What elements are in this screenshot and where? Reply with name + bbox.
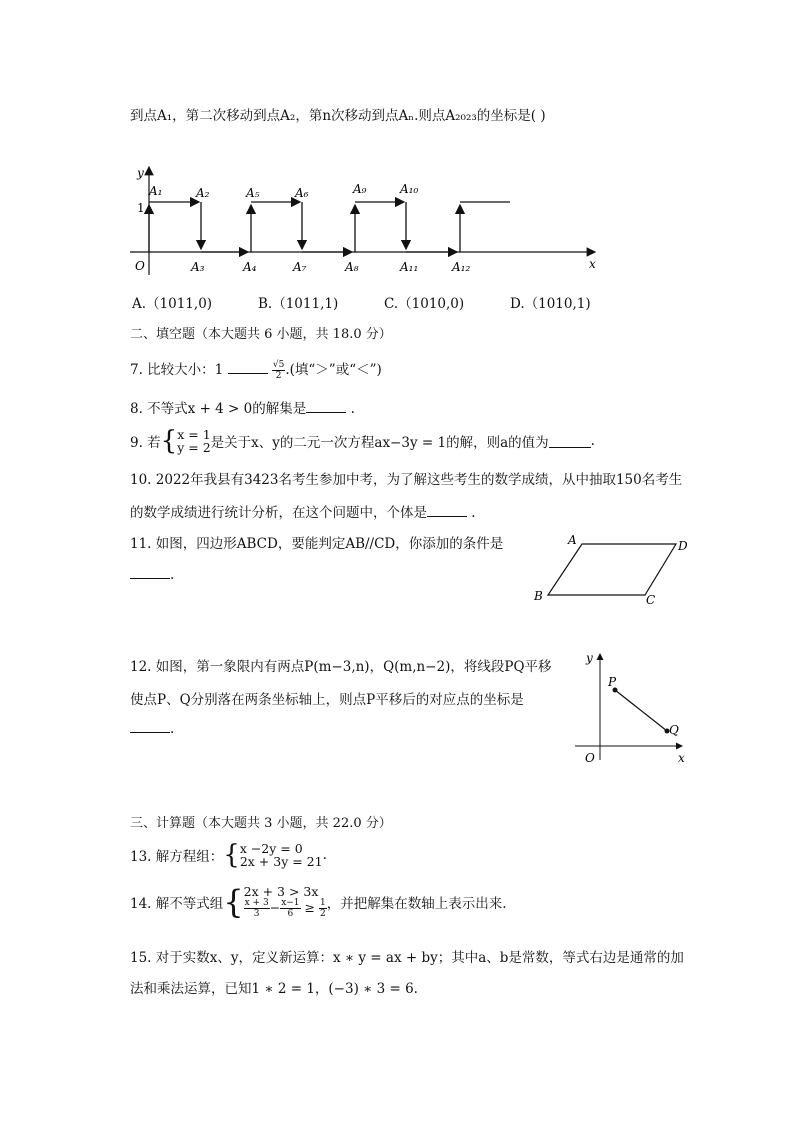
option-c: C.（1010,0) [384,296,465,312]
q9-prefix: 9. 若 [130,435,161,451]
q14-brace: { [223,883,244,921]
label-A3: A₃ [191,260,205,274]
answer-blank-8[interactable] [306,400,346,413]
q12-axis-y: y [586,651,593,665]
q10-line1: 10. 2022年我县有3423名考生参加中考，为了解这些考生的数学成绩，从中抽取150名考生 [130,472,683,488]
question-8 [130,397,355,417]
question-11-line2 [130,566,174,583]
label-A2: A₂ [196,186,210,200]
question-9 [130,426,595,456]
vertex-d: D [678,539,688,553]
q9-end: . [590,433,595,449]
q6-axis-x: x [589,257,596,271]
q11-line1: 11. 如图，四边形ABCD，要能判定AB//CD，你添加的条件是 [130,536,504,552]
q12-origin: O [585,751,595,765]
label-A5: A₅ [246,186,260,200]
option-a: A.（1011,0) [132,296,213,312]
q6-figure [125,155,610,280]
label-A4: A₄ [243,260,257,274]
vertex-a: A [568,533,577,547]
question-10-line2 [130,501,476,521]
label-A8: A₈ [345,260,359,274]
q11-end: . [170,567,175,583]
q12-line2: 使点P、Q分别落在两条坐标轴上，则点P平移后的对应点的坐标是 [130,692,524,708]
vertex-c: C [646,593,656,607]
q9-brace: { [160,426,178,456]
label-A7: A₇ [293,260,307,274]
q10-line2: 的数学成绩进行统计分析，在这个问题中，个体是 [130,505,427,521]
q14-system: 2x + 3 > 3x $\frac{x + 3}{3}$ − $\frac{x-1}{6}$ ≥ $\frac{1}{2}$ [243,884,326,919]
label-A1: A₁ [149,184,163,198]
answer-blank-12[interactable] [130,720,170,733]
option-d: D.（1010,1) [510,296,591,312]
section-heading-fill-blank: 二、填空题（本大题共 6 小题，共 18.0 分） [130,327,392,342]
q6-unit: 1 [137,201,145,215]
point-p: P [608,675,617,689]
q7-fraction: $\frac{√5}{2}$ [272,360,285,381]
answer-blank-7[interactable] [228,361,268,374]
q7-prefix: 7. 比较大小：1 [130,362,224,378]
q8-text: 8. 不等式x + 4 > 0的解集是 [130,401,307,417]
label-A10: A₁₀ [400,182,419,196]
q15-line1: 15. 对于实数x、y，定义新运算：x ∗ y = ax + by；其中a、b是常数，等式右边是通常的加 [130,950,684,966]
q15-line2: 法和乘法运算，已知1 ∗ 2 = 1，(−3) ∗ 3 = 6. [130,981,418,997]
point-q: Q [669,723,679,737]
q6-origin: O [135,259,145,273]
question-12-line3 [130,720,174,737]
q12-end: . [170,721,175,737]
question-7 [130,358,382,381]
q13-end: . [322,847,327,863]
q12-axis-x: x [678,751,685,765]
answer-blank-9[interactable] [549,435,591,448]
label-A12: A₁₂ [452,260,471,274]
q14-prefix: 14. 解不等式组 [130,896,224,912]
answer-blank-10[interactable] [427,504,467,517]
answer-blank-11[interactable] [130,566,170,579]
label-A11: A₁₁ [400,260,419,274]
option-b: B.（1011,1) [258,296,339,312]
q10-end: . [471,505,476,521]
q14-suffix: ，并把解集在数轴上表示出来. [326,896,507,912]
label-A9: A₉ [353,182,367,196]
q13-brace: { [223,840,240,870]
question-14 [130,883,507,921]
section-heading-calculation: 三、计算题（本大题共 3 小题，共 22.0 分） [130,816,392,831]
q11-parallelogram-figure [528,530,698,610]
q12-coordinate-figure [570,648,695,768]
q9-text: 是关于x、y的二元一次方程ax−3y = 1的解，则a的值为 [210,435,549,451]
q6-axis-y: y [137,166,144,180]
q13-prefix: 13. 解方程组： [130,849,224,865]
question-13 [130,840,327,870]
q9-system: x = 1 y = 2 [177,427,211,455]
q13-system: x −2y = 0 2x + 3y = 21 [239,841,323,869]
q6-intro: 到点A₁，第二次移动到点A₂，第n次移动到点Aₙ.则点A₂₀₂₃的坐标是( ) [130,108,546,124]
label-A6: A₆ [295,186,309,200]
q8-end: . [350,401,355,417]
q12-line1: 12. 如图，第一象限内有两点P(m−3,n)，Q(m,n−2)，将线段PQ平移 [130,659,552,675]
q7-suffix: .(填“＞”或“＜”) [285,362,382,378]
vertex-b: B [534,589,543,603]
